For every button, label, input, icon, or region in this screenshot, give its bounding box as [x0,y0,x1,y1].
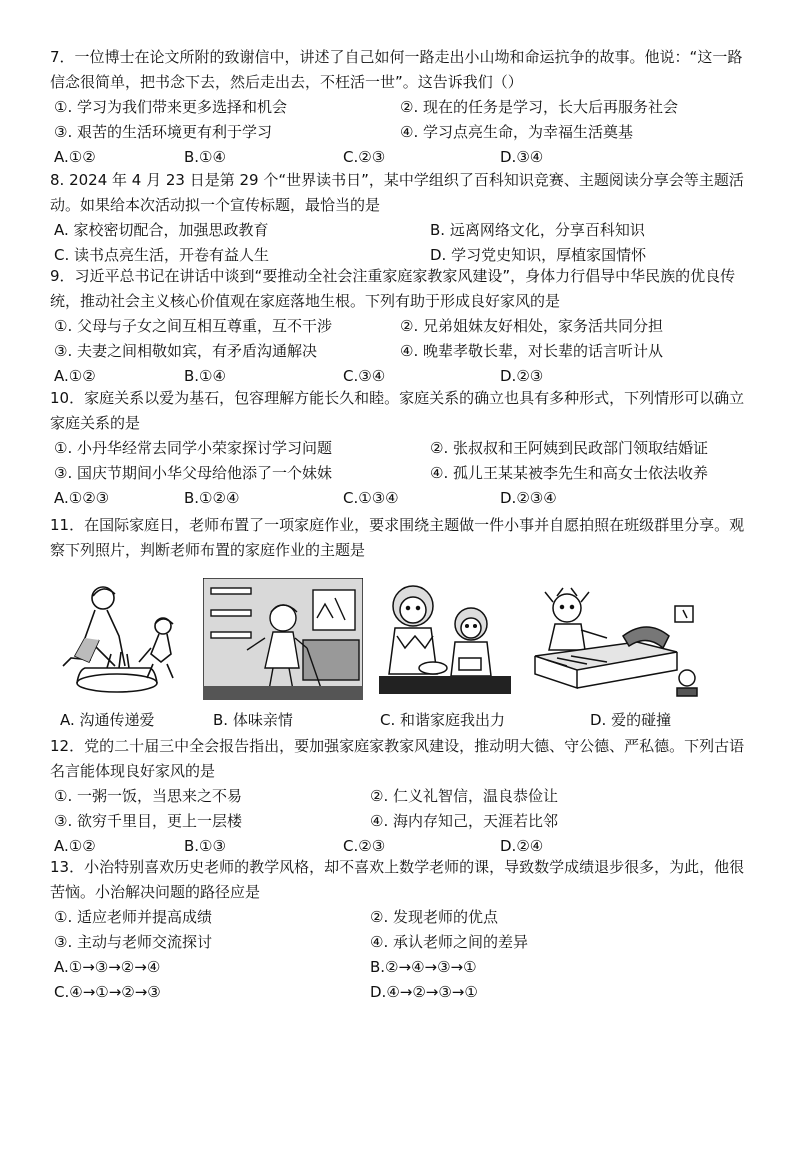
question-stem: 9．习近平总书记在讲话中谈到“要推动全社会注重家庭家教家风建设”，身体力行倡导中华民族的优良传统，推动社会主义核心价值观在家庭落地生根。下列有助于形成良好家风的是 [50,267,736,310]
question-9 [50,264,750,389]
answer-d: D.④→②→③→① [370,983,478,1001]
photo-strip [55,578,745,703]
option-2: ②. 现在的任务是学习，长大后再服务社会 [400,98,678,116]
illustration-cleaning-room [203,578,363,700]
question-10 [50,386,750,511]
answer-b: B.①④ [184,367,226,385]
question-stem: 10．家庭关系以爱为基石，包容理解方能长久和睦。家庭关系的确立也具有多种形式，下列情形可以确立家庭关系的是 [50,389,745,432]
answer-b: B.①④ [184,148,226,166]
question-stem: 11．在国际家庭日，老师布置了一项家庭作业，要求围绕主题做一件小事并自愿拍照在班级群里分享。观察下列照片，判断老师布置的家庭作业的主题是 [50,516,745,559]
answer-a: A.①② [54,837,96,855]
option-a: A. 沟通传递爱 [60,711,155,729]
option-c: C. 和谐家庭我出力 [380,711,506,729]
option-d: D. 学习党史知识，厚植家国情怀 [430,246,647,264]
illustration-washing-clothes [55,578,190,700]
option-2: ②. 兄弟姐妹友好相处，家务活共同分担 [400,317,663,335]
question-stem: 13．小治特别喜欢历史老师的教学风格，却不喜欢上数学老师的课，导致数学成绩退步很多，为此，他很苦恼。小治解决问题的路径应是 [50,858,745,901]
question-13 [50,855,750,1005]
answer-c: C.③④ [343,367,386,385]
option-3: ③. 欲穷千里目，更上一层楼 [54,812,242,830]
option-3: ③. 主动与老师交流探讨 [54,933,212,951]
question-7 [50,45,750,170]
option-1: ①. 适应老师并提高成绩 [54,908,212,926]
answer-d: D.②③④ [500,489,557,507]
question-stem: 12．党的二十届三中全会报告指出，要加强家庭家教家风建设，推动明大德、守公德、严私德。下列古语名言能体现良好家风的是 [50,737,745,780]
option-4: ④. 承认老师之间的差异 [370,933,528,951]
option-1: ①. 一粥一饭，当思来之不易 [54,787,242,805]
question-stem: 7．一位博士在论文所附的致谢信中，讲述了自己如何一路走出小山坳和命运抗争的故事。他说：“这一路信念很简单，把书念下去，然后走出去，不枉活一世”。这告诉我们（） [50,48,743,91]
option-a: A. 家校密切配合，加强思政教育 [54,221,269,239]
option-3: ③. 国庆节期间小华父母给他添了一个妹妹 [54,464,332,482]
answer-c: C.①③④ [343,489,399,507]
option-4: ④. 孤儿王某某被李先生和高女士依法收养 [430,464,708,482]
illustration-making-bed [527,578,707,700]
question-11 [50,513,750,563]
option-4: ④. 学习点亮生命，为幸福生活奠基 [400,123,633,141]
question-stem: 8. 2024 年 4 月 23 日是第 29 个“世界读书日”，某中学组织了百科知识竞赛、主题阅读分享会等主题活动。如果给本次活动拟一个宣传标题，最恰当的是 [50,171,744,214]
answer-c: C.④→①→②→③ [54,983,161,1001]
answer-b: B.①③ [184,837,226,855]
illustration-cooking-together [375,578,515,700]
answer-d: D.②③ [500,367,544,385]
answer-d: D.②④ [500,837,544,855]
option-2: ②. 仁义礼智信，温良恭俭让 [370,787,558,805]
answer-b: B.①②④ [184,489,240,507]
option-1: ①. 学习为我们带来更多选择和机会 [54,98,287,116]
answer-choices [50,955,750,980]
answer-choices [50,980,750,1005]
answer-a: A.①② [54,367,96,385]
answer-choices [50,145,750,170]
option-2: ②. 张叔叔和王阿姨到民政部门领取结婚证 [430,439,708,457]
option-b: B. 远离网络文化，分享百科知识 [430,221,645,239]
option-3: ③. 夫妻之间相敬如宾，有矛盾沟通解决 [54,342,317,360]
answer-a: A.①②③ [54,489,110,507]
answer-d: D.③④ [500,148,544,166]
question-11-options [60,708,750,733]
option-1: ①. 小丹华经常去同学小荣家探讨学习问题 [54,439,332,457]
answer-a: A.①② [54,148,96,166]
option-d: D. 爱的碰撞 [590,711,672,729]
answer-c: C.②③ [343,837,386,855]
option-c: C. 读书点亮生活，开卷有益人生 [54,246,270,264]
option-2: ②. 发现老师的优点 [370,908,498,926]
answer-choices [50,486,750,511]
option-4: ④. 晚辈孝敬长辈，对长辈的话言听计从 [400,342,663,360]
question-12 [50,734,750,859]
option-b: B. 体味亲情 [213,711,293,729]
option-4: ④. 海内存知己，天涯若比邻 [370,812,558,830]
answer-b: B.②→④→③→① [370,958,477,976]
question-8 [50,168,750,268]
answer-c: C.②③ [343,148,386,166]
answer-a: A.①→③→②→④ [54,958,161,976]
option-1: ①. 父母与子女之间互相互尊重，互不干涉 [54,317,332,335]
option-3: ③. 艰苦的生活环境更有利于学习 [54,123,272,141]
